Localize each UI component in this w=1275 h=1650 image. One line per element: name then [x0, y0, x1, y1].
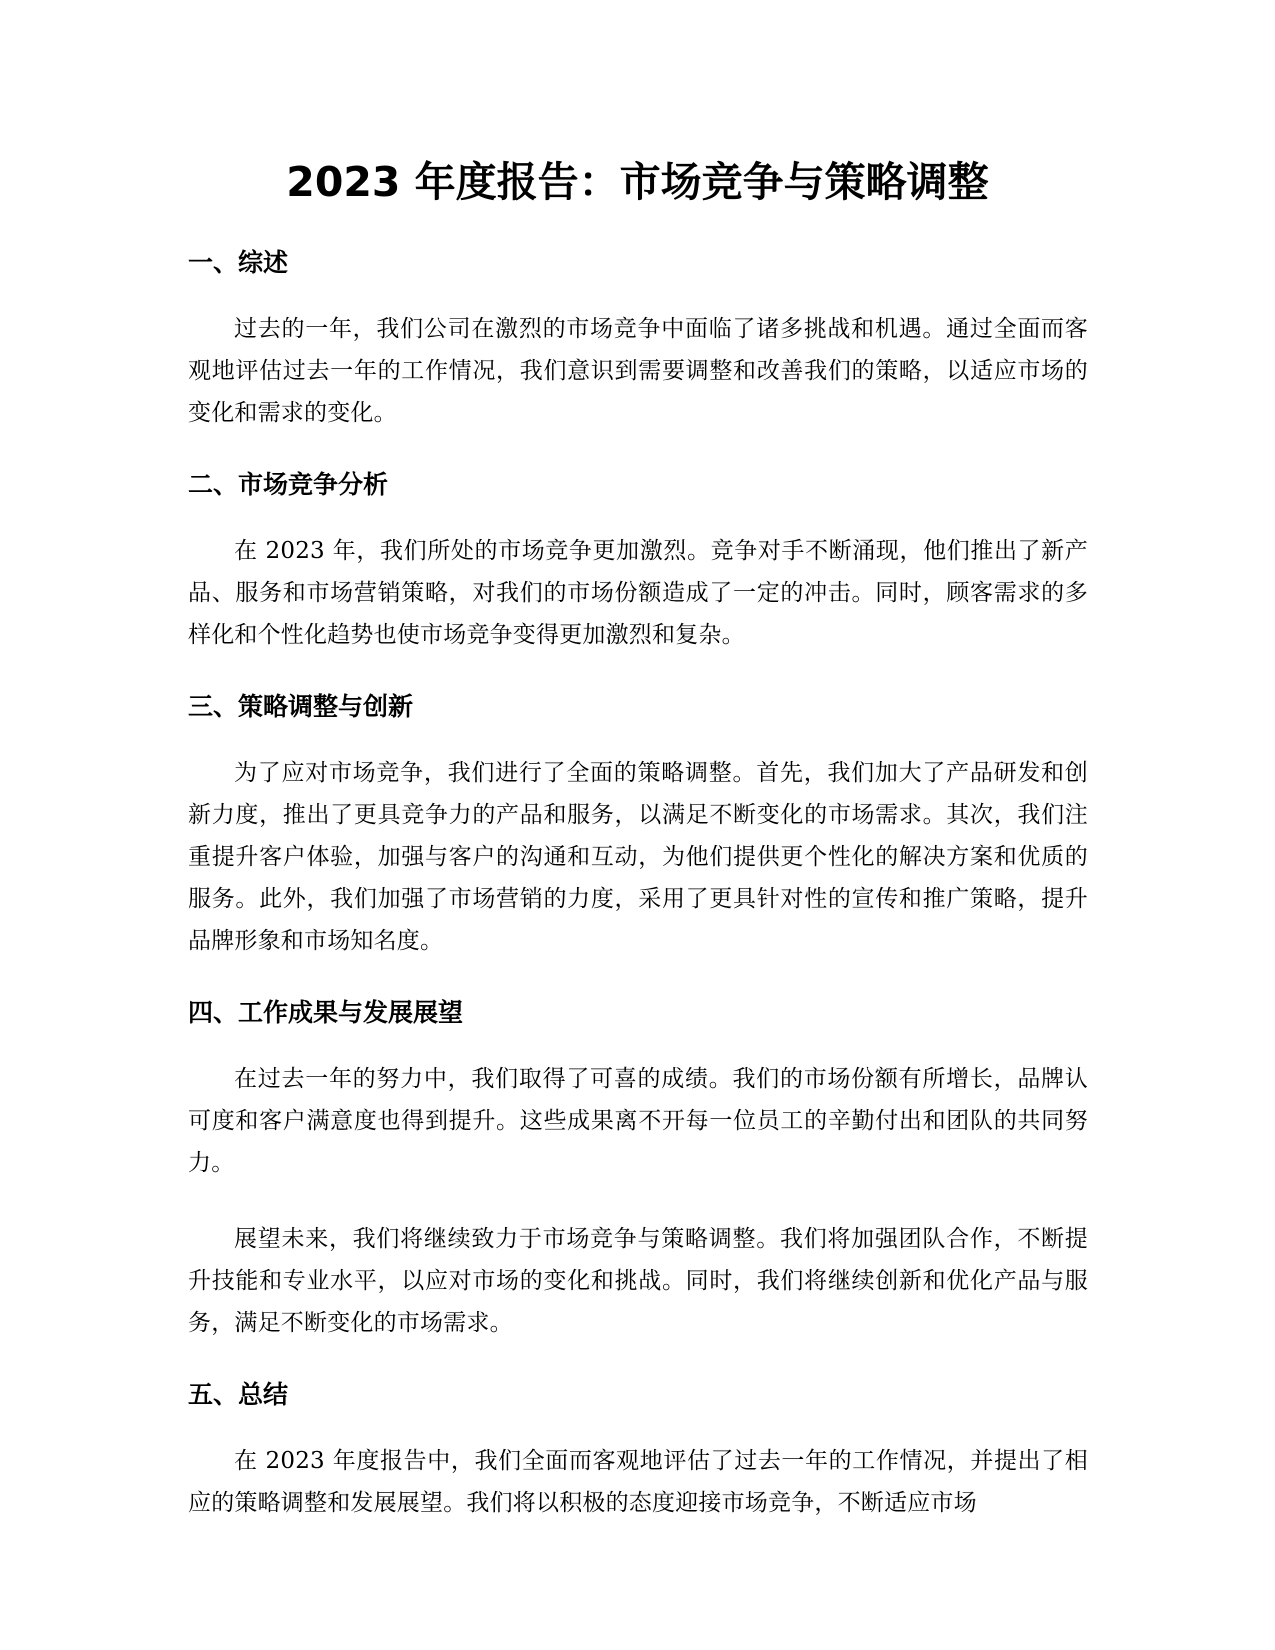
section-heading: 一、综述	[188, 248, 289, 277]
section-market-analysis	[188, 468, 1088, 656]
paragraph: 展望未来，我们将继续致力于市场竞争与策略调整。我们将加强团队合作，不断提升技能和专业水平，以应对市场的变化和挑战。同时，我们将继续创新和优化产品与服务，满足不断变化的市场需求。	[188, 1226, 1088, 1336]
document-title: 2023 年度报告：市场竞争与策略调整	[286, 158, 989, 206]
section-results-outlook	[188, 996, 1088, 1344]
paragraph: 在 2023 年，我们所处的市场竞争更加激烈。竞争对手不断涌现，他们推出了新产品、服务和市场营销策略，对我们的市场份额造成了一定的冲击。同时，顾客需求的多样化和个性化趋势也使市场竞争变得更加激烈和复杂。	[188, 538, 1088, 648]
section-summary	[188, 1378, 1088, 1524]
section-overview	[188, 246, 1088, 434]
paragraph: 在过去一年的努力中，我们取得了可喜的成绩。我们的市场份额有所增长，品牌认可度和客户满意度也得到提升。这些成果离不开每一位员工的辛勤付出和团队的共同努力。	[188, 1066, 1088, 1176]
section-heading: 三、策略调整与创新	[188, 692, 414, 721]
section-heading: 四、工作成果与发展展望	[188, 998, 464, 1027]
section-strategy	[188, 690, 1088, 962]
paragraph: 在 2023 年度报告中，我们全面而客观地评估了过去一年的工作情况，并提出了相应的策略调整和发展展望。我们将以积极的态度迎接市场竞争，不断适应市场	[188, 1448, 1088, 1516]
paragraph: 为了应对市场竞争，我们进行了全面的策略调整。首先，我们加大了产品研发和创新力度，推出了更具竞争力的产品和服务，以满足不断变化的市场需求。其次，我们注重提升客户体验，加强与客户的沟通和互动，为他们提供更个性化的解决方案和优质的服务。此外，我们加强了市场营销的力度，采用了更具针对性的宣传和推广策略，提升品牌形象和市场知名度。	[188, 760, 1088, 954]
paragraph: 过去的一年，我们公司在激烈的市场竞争中面临了诸多挑战和机遇。通过全面而客观地评估过去一年的工作情况，我们意识到需要调整和改善我们的策略，以适应市场的变化和需求的变化。	[188, 316, 1088, 426]
section-heading: 五、总结	[188, 1380, 289, 1409]
section-heading: 二、市场竞争分析	[188, 470, 389, 499]
document-body	[188, 246, 1088, 1558]
